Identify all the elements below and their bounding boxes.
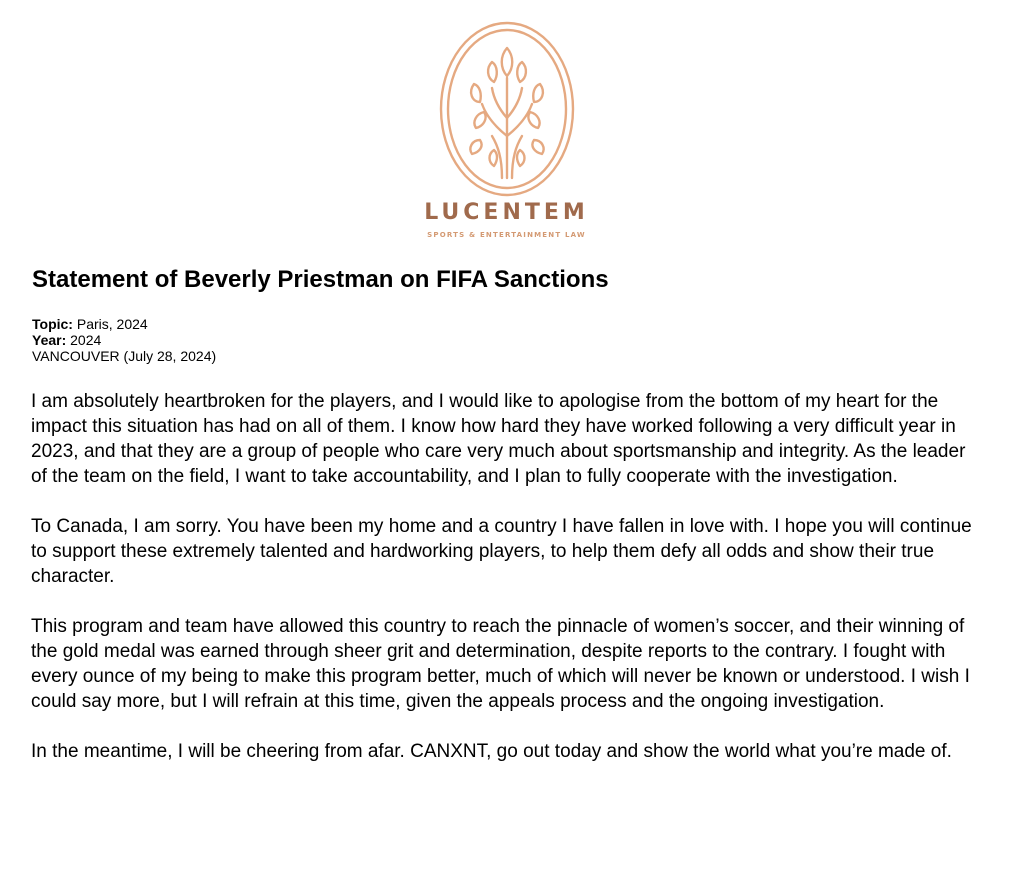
paragraph: To Canada, I am sorry. You have been my home and a country I have fallen in love with. I hope you will continue to support these extremely talented and hardworking players, to help them defy all odds and show their true character.: [31, 516, 972, 587]
paragraph: I am absolutely heartbroken for the players, and I would like to apologise from the bottom of my heart for the impact this situation has had on all of them. I know how hard they have worked following a very difficult year in 2023, and that they are a group of people who care very much about sportsmanship and integrity. As the leader of the team on the field, I want to take accountability, and I plan to fully cooperate with the investigation.: [31, 391, 966, 487]
document-meta: [32, 316, 216, 364]
statement-body: [31, 389, 981, 789]
brand-tagline: SPORTS & ENTERTAINMENT LAW: [427, 231, 586, 239]
brand-name: LUCENTEM: [424, 200, 589, 225]
year-value: 2024: [70, 332, 102, 348]
topic-label: Topic:: [32, 316, 73, 332]
year-line: [32, 332, 216, 348]
document-title: Statement of Beverly Priestman on FIFA Sanctions: [32, 266, 609, 293]
topic-line: [32, 316, 216, 332]
letterhead: [0, 18, 1013, 200]
paragraph: In the meantime, I will be cheering from afar. CANXNT, go out today and show the world what you’re made of.: [31, 741, 952, 762]
paragraph: This program and team have allowed this country to reach the pinnacle of women’s soccer, and their winning of the gold medal was earned through sheer grit and determination, despite reports to the contrary. I fought with every ounce of my being to make this program better, much of which will never be known or understood. I wish I could say more, but I will refrain at this time, given the appeals process and the ongoing investigation.: [31, 616, 970, 712]
year-label: Year:: [32, 332, 67, 348]
topic-value: Paris, 2024: [76, 316, 148, 332]
dateline: VANCOUVER (July 28, 2024): [32, 348, 217, 364]
tree-in-oval-logo-icon: [432, 18, 582, 200]
